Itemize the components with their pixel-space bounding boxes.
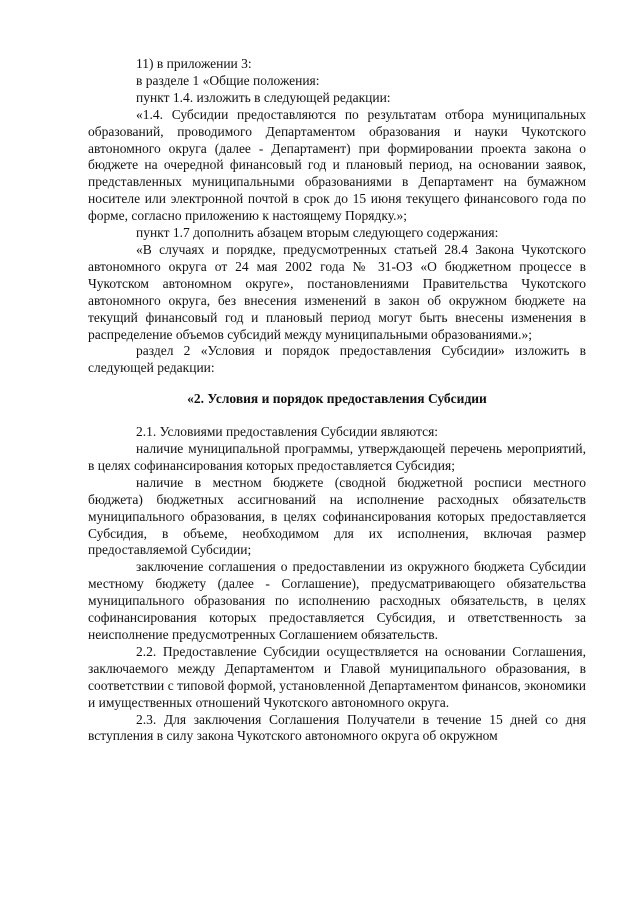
paragraph-2-2: 2.2. Предоставление Субсидии осуществляется на основании Соглашения, заключаемого между Департаментом и Главой муниципального образования, в соответствии с типовой формой, установленной Департаментом финансов, экономики и имущественных отношений Чукотского автономного округа. xyxy=(88,643,586,710)
paragraph-condition-program: наличие муниципальной программы, утверждающей перечень мероприятий, в целях софинансирования которых предоставляется Субсидия; xyxy=(88,441,586,473)
paragraph-condition-agreement: заключение соглашения о предоставлении из окружного бюджета Субсидии местному бюджету (далее - Соглашение), предусматривающего обязательства муниципального образования по исполнению расходных обязательств, в целях софинансирования которых предоставляется Субсидия, и ответственность за неисполнение предусмотренных Соглашением обязательств. xyxy=(88,559,586,642)
paragraph-item-1-4-text: «1.4. Субсидии предоставляются по результатам отбора муниципальных образований, проводимого Департаментом образования и науки Чукотского автономного округа (далее - Департамент) при формировании проекта закона о бюджете на очередной финансовый год и плановый период, на основании заявок, представленных муниципальными образованиями в Департамент на бумажном носителе или электронной почтой в срок до 15 июня текущего финансового года по форме, согласно приложению к настоящему Порядку.»; xyxy=(88,106,586,224)
section-2-heading: «2. Условия и порядок предоставления Субсидии xyxy=(187,391,487,407)
paragraph-section-1: в разделе 1 «Общие положения: xyxy=(136,72,320,88)
paragraph-item-1-4-intro: пункт 1.4. изложить в следующей редакции: xyxy=(136,89,391,105)
paragraph-2-3: 2.3. Для заключения Соглашения Получатели в течение 15 дней со дня вступления в силу закона Чукотского автономного округа об окружном xyxy=(88,711,586,744)
document-body xyxy=(88,56,586,745)
paragraph-appendix-3: 11) в приложении 3: xyxy=(136,56,252,71)
paragraph-condition-budget: наличие в местном бюджете (сводной бюджетной росписи местного бюджета) бюджетных ассигнований на исполнение расходных обязательств муниципального образования, в целях софинансирования которых предоставляется Субсидия, в объеме, необходимом для их исполнения, включая размер предоставляемой Субсидии; xyxy=(88,474,586,558)
paragraph-item-1-7-intro: пункт 1.7 дополнить абзацем вторым следующего содержания: xyxy=(136,225,499,241)
paragraph-section-2-intro: раздел 2 «Условия и порядок предоставления Субсидии» изложить в следующей редакции: xyxy=(88,343,586,376)
paragraph-2-1: 2.1. Условиями предоставления Субсидии являются: xyxy=(136,424,439,440)
paragraph-item-1-7-text: «В случаях и порядке, предусмотренных статьей 28.4 Закона Чукотского автономного округа от 24 мая 2002 года № 31-ОЗ «О бюджетном процессе в Чукотском автономном округе», постановлениями Правительства Чукотского автономного округа, без внесения изменений в закон об окружном бюджете на текущий финансовый год и плановый период могут быть внесены изменения в распределение объемов субсидий между муниципальными образованиями.»; xyxy=(88,241,586,342)
